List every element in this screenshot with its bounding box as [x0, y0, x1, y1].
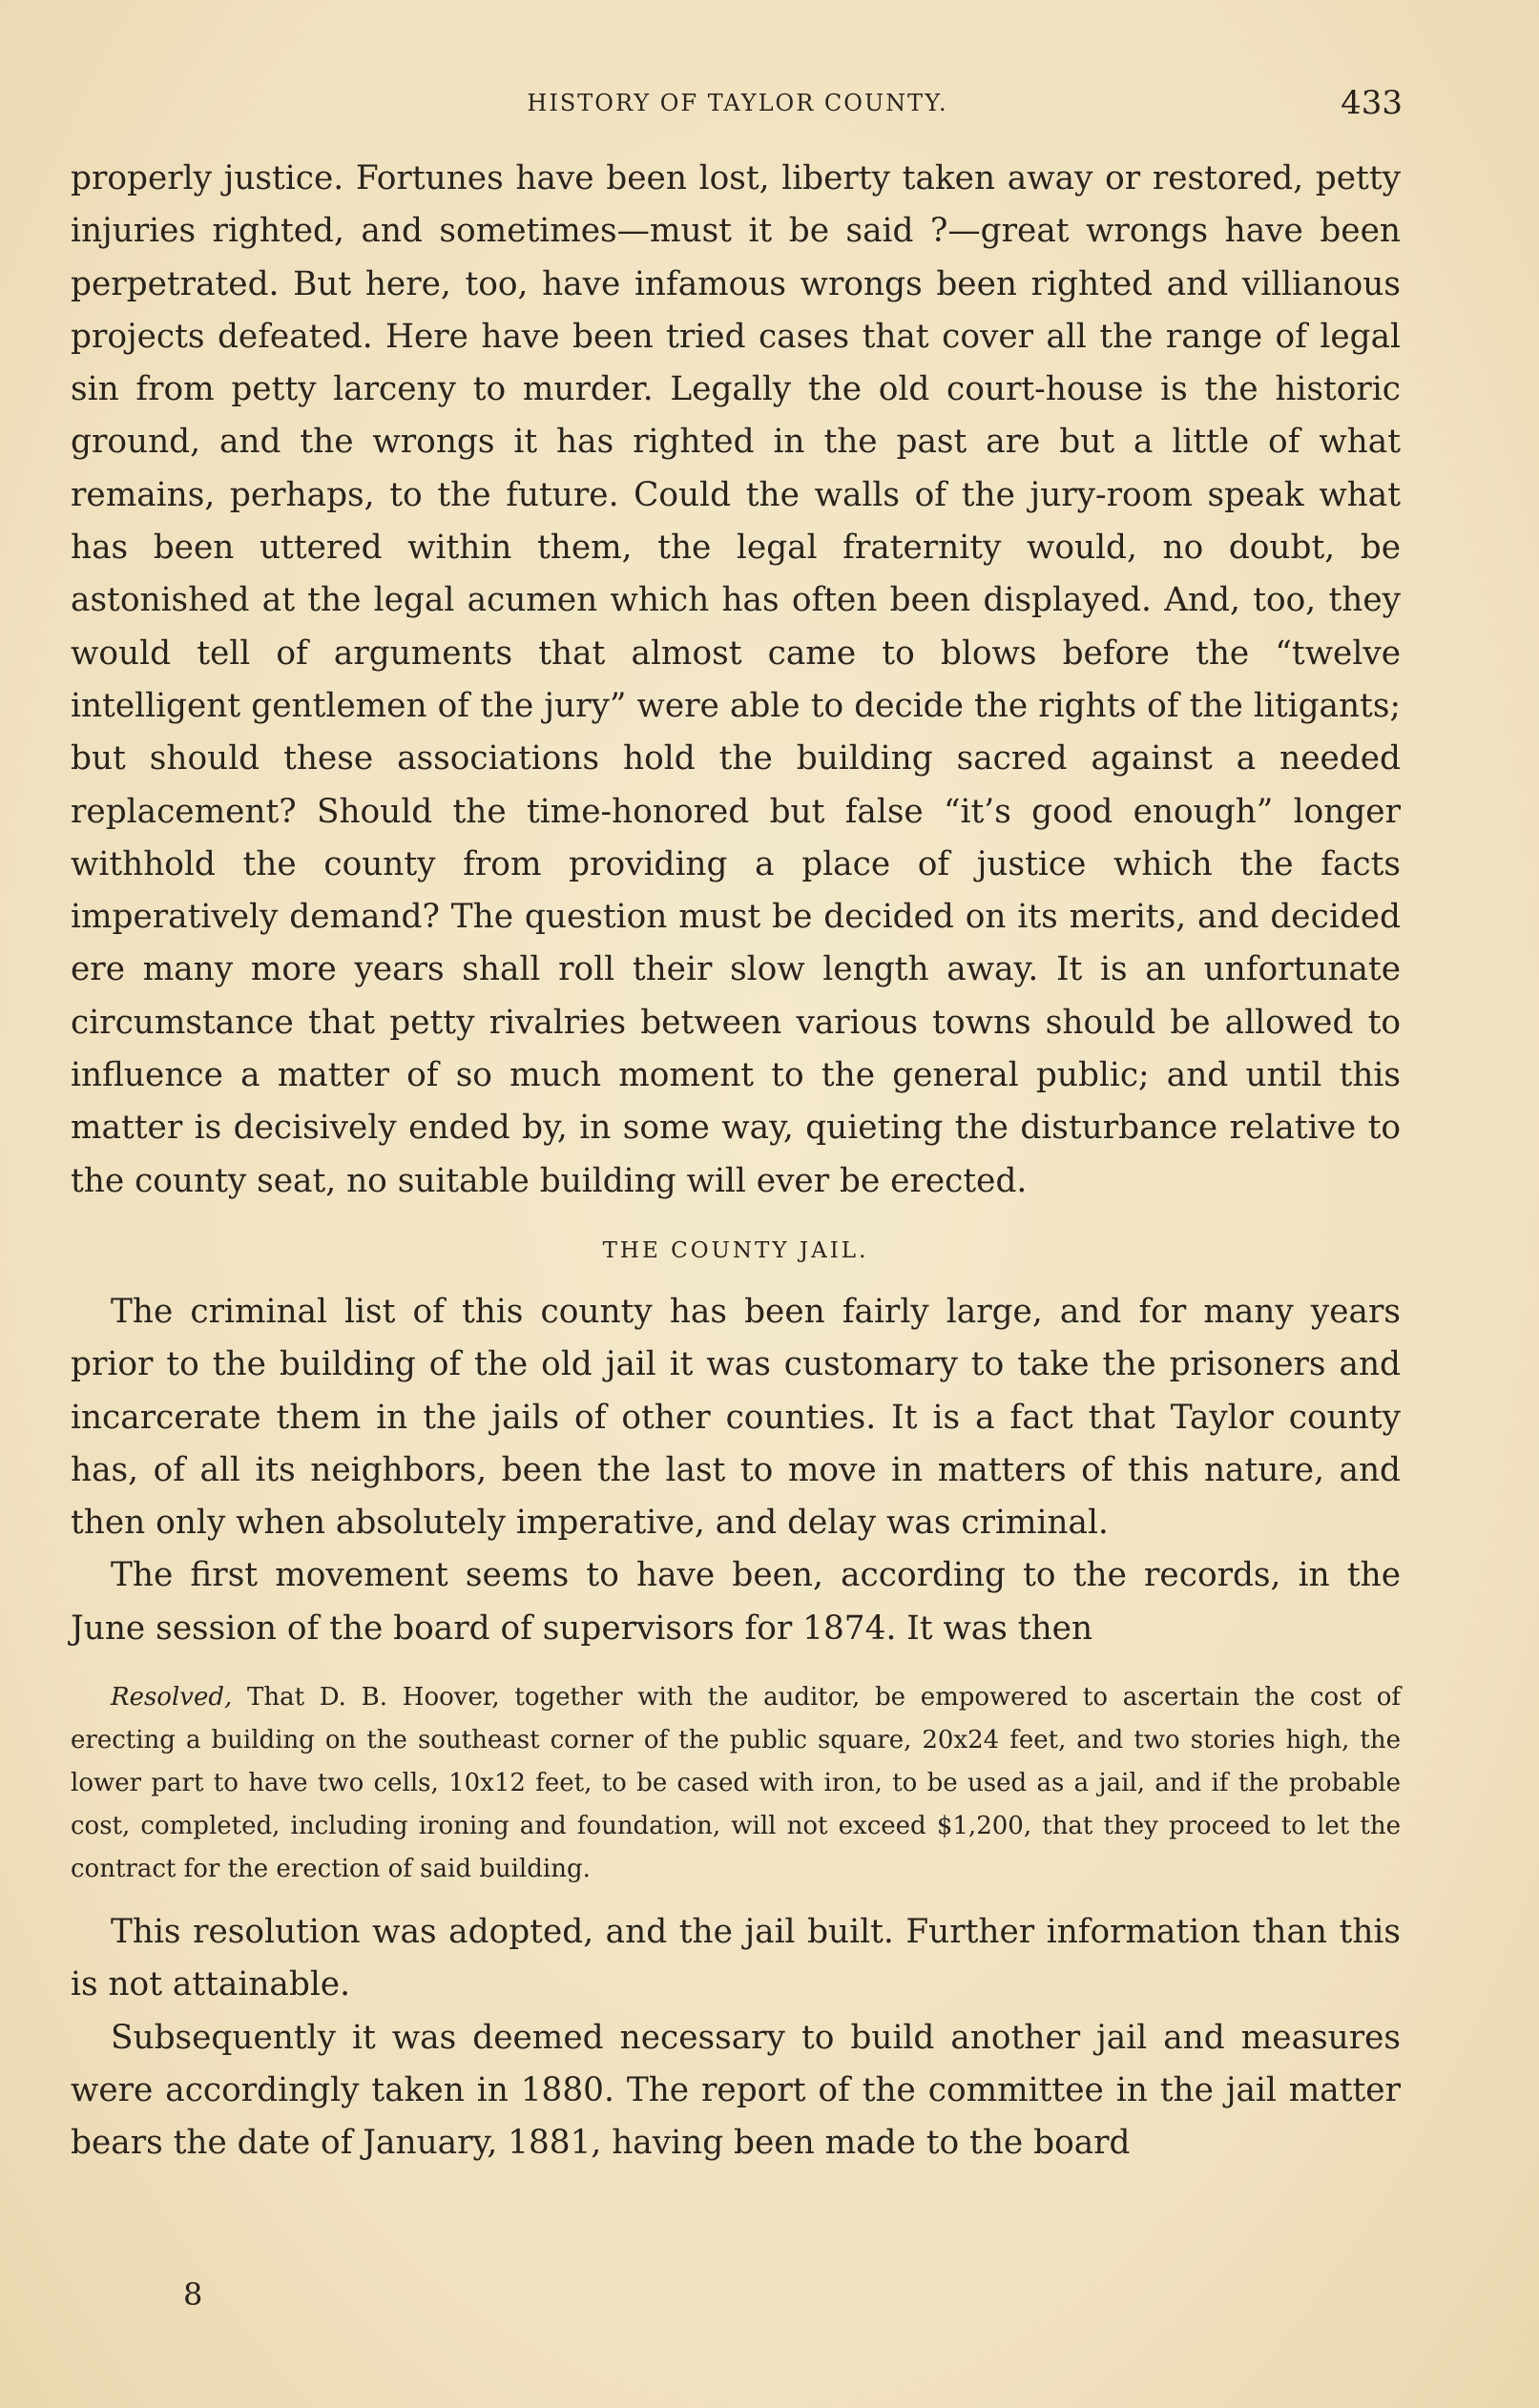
paragraph-resolution-adopted: This resolution was adopted, and the jail built. Further information than this is not attainable. [71, 1913, 1401, 2004]
running-head [73, 84, 1403, 122]
resolution-quote [71, 1676, 1401, 1891]
section-heading-county-jail: THE COUNTY JAIL. [602, 1237, 869, 1263]
resolution-text: That D. B. Hoover, together with the auditor, be empowered to ascertain the cost of erecting a building on the southeast corner of the public square, 20x24 feet, and two stories high, the lower part to have two cells, 10x12 feet, to be cased with iron, to be used as a jail, and if the probable cost, completed, including ironing and foundation, will not exceed $1,200, that they proceed to let the contract for the erection of said building. [71, 1683, 1401, 1884]
paragraph-courthouse: properly justice. Fortunes have been lost, liberty taken away or restored, petty injuries righted, and sometimes—must it be said ?—great wrongs have been perpetrated. But here, too, have infamous wrongs been righted and villianous projects defeated. Here have been tried cases that cover all the range of legal sin from petty larceny to murder. Legally the old court-house is the historic ground, and the wrongs it has righted in the past are but a little of what remains, perhaps, to the future. Could the walls of the jury-room speak what has been uttered within them, the legal fraternity would, no doubt, be astonished at the legal acumen which has often been displayed. And, too, they would tell of arguments that almost came to blows before the “twelve intelligent gentlemen of the jury” were able to decide the rights of the litigants; but should these associations hold the building sacred against a needed replacement? Should the time-honored but false “it’s good enough” longer withhold the county from providing a place of justice which the facts imperatively demand? The question must be decided on its merits, and decided ere many more years shall roll their slow length away. It is an unfortunate circumstance that petty rivalries between various towns should be allowed to influence a matter of so much moment to the general public; and until this matter is decisively ended by, in some way, quieting the disturbance relative to the county seat, no suitable building will ever be erected. [71, 159, 1401, 1200]
paragraph-second-jail: Subsequently it was deemed necessary to build another jail and measures were accordingly taken in 1880. The report of the committee in the jail matter bears the date of January, 1881, having been made to the board [71, 2018, 1401, 2163]
body-text [71, 153, 1401, 2170]
running-title: HISTORY OF TAYLOR COUNTY. [527, 90, 948, 116]
page-number: 433 [1341, 84, 1403, 122]
resolution-lead: Resolved, [111, 1683, 233, 1713]
paragraph-criminal-list: The criminal list of this county has been fairly large, and for many years prior to the building of the old jail it was customary to take the prisoners and incarcerate them in the jails of other counties. It is a fact that Taylor county has, of all its neighbors, been the last to move in matters of this nature, and then only when absolutely imperative, and delay was criminal. [71, 1292, 1401, 1543]
signature-mark: 8 [183, 2276, 203, 2313]
paragraph-first-movement: The first movement seems to have been, according to the records, in the June session of the board of supervisors for 1874. It was then [71, 1556, 1401, 1648]
